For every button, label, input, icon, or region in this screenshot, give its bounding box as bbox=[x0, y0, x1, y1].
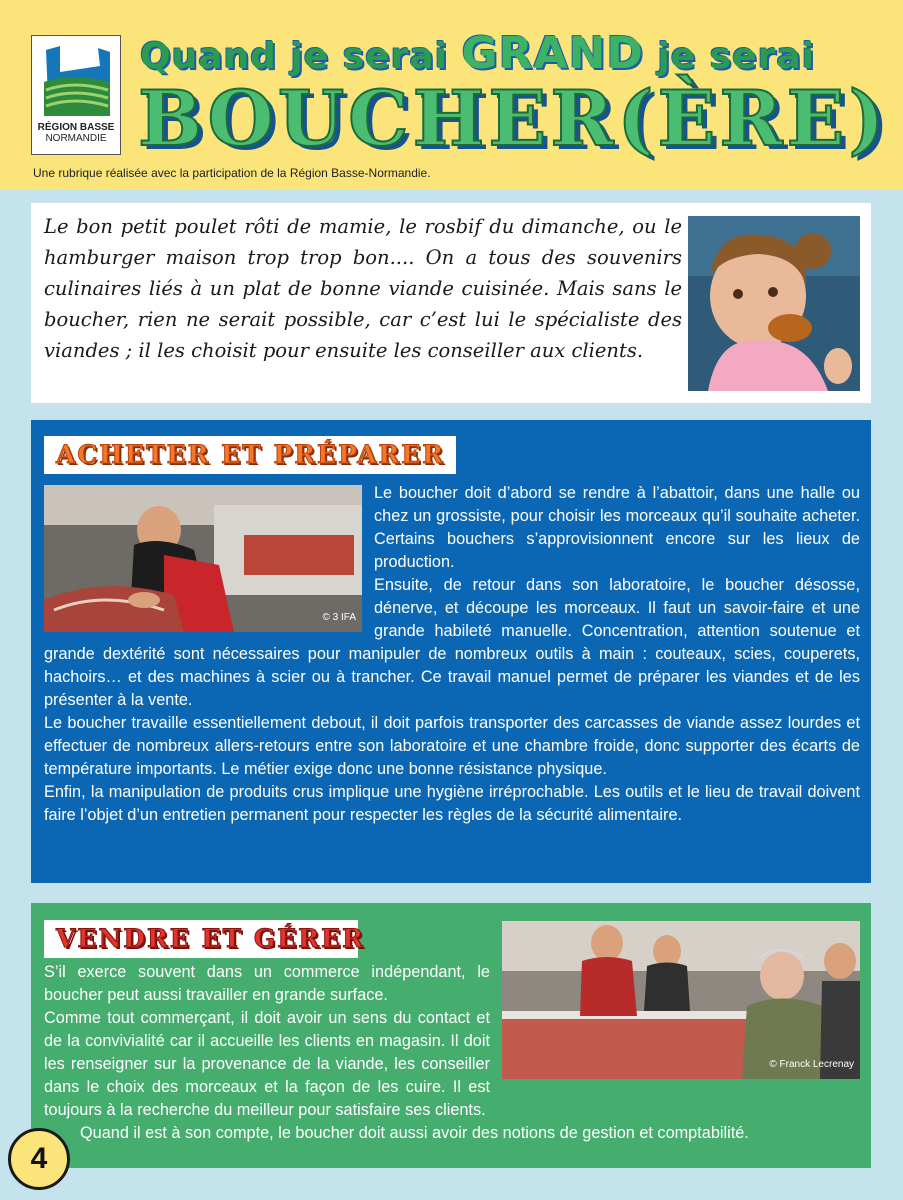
tagline: Une rubrique réalisée avec la participation de la Région Basse-Normandie. bbox=[33, 166, 431, 180]
section-2-title: VENDRE ET GÉRER bbox=[44, 920, 358, 958]
section-1-paragraph: Le boucher travaille essentiellement debout, il doit parfois transporter des carcasses de viande assez lourdes et effectuer de nombreux allers-retours entre son laboratoire et une chambre froide, donc supporter des écarts de température importants. Le métier exige donc une bonne résistance physique. bbox=[44, 714, 860, 778]
region-logo-mark bbox=[40, 42, 114, 118]
section-acheter-preparer bbox=[31, 420, 871, 883]
page-number: 4 bbox=[8, 1128, 70, 1190]
butcher-shop-counter-photo bbox=[502, 921, 860, 1079]
photo-credit-1: © 3 IFA bbox=[322, 612, 356, 623]
section-2-paragraph: Quand il est à son compte, le boucher doit aussi avoir des notions de gestion et comptabilité. bbox=[80, 1124, 749, 1142]
region-logo bbox=[31, 35, 121, 155]
section-2-paragraph: S’il exerce souvent dans un commerce indépendant, le boucher peut aussi travailler en grande surface. bbox=[44, 963, 490, 1004]
region-logo-text bbox=[32, 122, 120, 144]
butcher-cutting-photo bbox=[44, 485, 362, 632]
intro-box bbox=[31, 203, 871, 403]
title-part-1: Quand je serai bbox=[140, 36, 462, 77]
section-1-title: ACHETER ET PRÉPARER bbox=[44, 436, 456, 474]
logo-line-2: NORMANDIE bbox=[45, 133, 107, 144]
photo-credit-2: © Franck Lecrenay bbox=[769, 1059, 854, 1070]
title-part-2: je serai bbox=[643, 36, 815, 77]
section-1-paragraph: Ensuite, de retour dans son laboratoire, le boucher désosse, dénerve, et découpe les morceaux. Il faut un savoir-faire et une grande habileté manuelle. Concentration, attention soutenue et grande dextérité sont nécessaires pour manipuler de nombreux outils à main : couteaux, scies, couperets, hachoirs… et des machines à scier ou à trancher. Ce travail manuel permet de préparer les viandes et de les présenter à la vente. bbox=[44, 576, 860, 709]
section-1-paragraph: Enfin, la manipulation de produits crus implique une hygiène irréprochable. Les outils et le lieu de travail doivent faire l’objet d’un entretien permanent pour respecter les règles de la sécurité alimentaire. bbox=[44, 783, 860, 824]
logo-line-1: RÉGION BASSE bbox=[37, 122, 115, 133]
section-2-paragraph: Comme tout commerçant, il doit avoir un sens du contact et de la convivialité car il accueille les clients en magasin. Il doit les renseigner sur la provenance de la viande, les conseiller dans le choix des morceaux et la façon de les cuire. Il est toujours à la recherche du meilleur pour satisfaire ses clients. bbox=[44, 1009, 490, 1119]
page-header bbox=[0, 0, 903, 190]
child-eating-photo bbox=[688, 216, 860, 391]
section-2-body bbox=[44, 921, 860, 1145]
title-spacer bbox=[44, 921, 484, 961]
title-grand: GRAND bbox=[461, 28, 644, 79]
page-title: BOUCHER(ÈRE) bbox=[138, 74, 889, 163]
section-1-body bbox=[44, 482, 860, 827]
section-1-paragraph: Le boucher doit d’abord se rendre à l’abattoir, dans une halle ou chez un grossiste, pour choisir les morceaux qu’il souhaite acheter. Certains bouchers s’approvisionnent encore sur les lieux de production. bbox=[374, 484, 860, 571]
section-vendre-gerer bbox=[31, 903, 871, 1168]
intro-text: Le bon petit poulet rôti de mamie, le rosbif du dimanche, ou le hamburger maison trop trop bon.... On a tous des souvenirs culinaires liés à un plat de bonne viande cuisinée. Mais sans le boucher, rien ne serait possible, car c’est lui le spécialiste des viandes ; il les choisit pour ensuite les conseiller aux clients. bbox=[44, 215, 682, 362]
title-line-1 bbox=[140, 28, 860, 79]
